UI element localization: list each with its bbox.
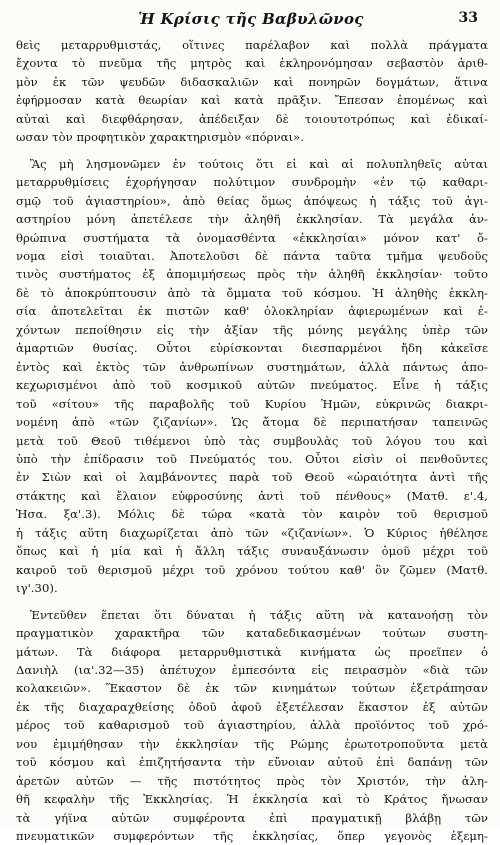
text-line: τὰ γήϊνα αὐτῶν συμφέροντα ἐπὶ πραγματικῇ βλάβῃ τῶν — [16, 810, 488, 825]
text-line: ὑπὸ τὴν ἐπίδρασιν τοῦ Πνεύματός του. Οὗτοι εἰσὶν οἱ πενθοῦντες — [16, 451, 488, 466]
text-line: σία ἀποτελεῖται ἐκ πιστῶν καθ' ὁλοκληρίαν ἀφιερωμένων καὶ ἐ- — [16, 304, 488, 319]
running-title: Ἡ Κρίσις τῆς Βαβυλῶνος — [138, 10, 364, 28]
text-line: μὸν ἐκ τῶν ψευδῶν διδασκαλιῶν καὶ πονηρῶν δογμάτων, ἅτινα — [16, 74, 488, 89]
text-line: αὐταὶ καὶ διεφθάρησαν, ἀπέδειξαν δὲ τοιουτοτρόπως καὶ ἐδικαί- — [16, 111, 488, 126]
text-line: δὲ τὸ ἀποκρύπτουσιν ἀπὸ τὰ ὄμματα τοῦ κόσμου. Ἡ ἀληθὴς ἐκκλη- — [16, 285, 488, 300]
text-line: νου ἐμιμήθησαν τὴν ἐκκλησίαν τῆς Ρώμης ἐρωτοτροποῦντα μετὰ — [16, 736, 488, 751]
text-line: μέρος τοῦ καθαρισμοῦ τοῦ ἁγιαστηρίου, ἀλλὰ προϊόντος τοῦ χρό- — [16, 718, 488, 733]
page-number: 33 — [458, 10, 478, 26]
paragraph — [16, 155, 488, 598]
text-line: ἁμαρτιῶν θυσίας. Οὗτοι εὑρίσκονται διεσπαρμένοι ἤδη κἀκεῖσε — [16, 341, 488, 356]
text-line: Ἐντεῦθεν ἕπεται ὅτι δύναται ἡ τάξις αὕτη νὰ κατανοήσῃ τὸν — [30, 607, 488, 622]
text-line: ιγ'.30). — [16, 581, 58, 596]
text-line: θεὶς μεταρρυθμιστάς, οἵτινες παρέλαβον καὶ πολλὰ πράγματα — [16, 38, 488, 52]
text-line: ἀρετῶν αὐτῶν — τῆς πιστότητος πρὸς τὸν Χριστόν, τὴν ἀλη- — [16, 773, 488, 788]
text-line: χόντων πεποίθησιν εἰς τὴν ἀξίαν τῆς μόνης μεγάλης ὑπὲρ τῶν — [16, 322, 488, 337]
text-line: στάκτης καὶ ἔλαιον εὐφροσύνης ἀντὶ τοῦ πένθους» (Ματθ. ε'.4, — [16, 488, 488, 503]
text-line: νομα εἰσὶ τοιαῦται. Ἀποτελοῦσι δὲ πάντα ταῦτα τμῆμα ψευδοῦς — [16, 248, 488, 263]
text-line: ωσαν τὸν προφητικὸν χαρακτηρισμὸν «πόρναι». — [16, 130, 304, 145]
body-text — [16, 36, 488, 845]
text-line: νομένη ἀπὸ «τῶν ζιζανίων». Ὡς ἄτομα δὲ περιπατήσαν ταπεινῶς — [16, 415, 488, 430]
text-line: Ἡσα. ξα'.3). Μόλις δὲ τώρα «κατὰ τὸν καιρὸν τοῦ θερισμοῦ — [16, 507, 488, 522]
text-line: ἔχοντα τὸ πνεῦμα τῆς μητρὸς καὶ ἐκληρονόμησαν σεβαστὸν ἀριθ- — [16, 56, 488, 71]
text-line: πραγματικὸν χαρακτῆρα τῶν καταδεδικασμένων τούτων συστη- — [16, 626, 488, 641]
text-line: ἐν Σιὼν καὶ οἱ λαμβάνοντες παρὰ τοῦ Θεοῦ «ὡραιότητα ἀντὶ τῆς — [16, 470, 488, 485]
page-header — [16, 10, 486, 34]
text-line: κολακειῶν». Ἕκαστον δὲ ἐκ τῶν κινημάτων τούτων ἐξετράπησαν — [16, 681, 488, 696]
text-line: τοῦ «σίτου» τῆς παραβολῆς τοῦ Κυρίου Ἡμῶν, εὐκρινῶς διακρι- — [16, 396, 488, 411]
text-line: πνευματικῶν συμφερόντων τῆς ἐκκλησίας, ὅπερ γεγονὸς ἐξεμη- — [16, 829, 488, 844]
text-line: καιροῦ τοῦ θερισμοῦ μέχρι τοῦ χρόνου τούτου καθ' ὃν ζῶμεν (Ματθ. — [16, 562, 488, 577]
text-line: μετὰ τοῦ Θεοῦ τιθέμενοι ὑπὸ τὰς συμβουλὰς τοῦ λόγου του καὶ — [16, 433, 488, 448]
text-line: κεχωρισμένοι ἀπὸ τοῦ κοσμικοῦ αὐτῶν πνεύματος. Εἶνε ἡ τάξις — [16, 378, 488, 393]
text-line: μεταρρυθμίσεις ἐχορήγησαν πολύτιμον συνδρομὴν «ἐν τῷ καθαρι- — [16, 175, 488, 190]
text-line: τοῦ κόσμου καὶ ἐπιζητήσαντα τὴν εὔνοιαν αὐτοῦ ἐπὶ δαπάνῃ τῶν — [16, 755, 488, 770]
text-line: αστηρίου μόνη ἀπετέλεσε τὴν ἀληθῆ ἐκκλησίαν. Τὰ μεγάλα ἀν- — [16, 212, 488, 227]
text-line: ὅπως καὶ ἡ μία καὶ ἡ ἄλλη τάξις συναυξάνωσιν ὁμοῦ μέχρι τοῦ — [16, 544, 488, 559]
text-line: τινὸς συστήματος ἐξ ἀπομιμήσεως πρὸς τὴν ἀληθῆ ἐκκλησίαν· τοῦτο — [16, 267, 488, 282]
text-line: σμῷ τοῦ ἁγιαστηρίου», ἀπὸ θείας ὅμως ἀπόψεως ἡ τάξις τοῦ ἁγι- — [16, 193, 488, 208]
text-line: μάτων. Τὰ διάφορα μεταρρυθμιστικὰ κινήματα ὡς προεῖπεν ὁ — [16, 644, 488, 659]
text-line: Ἂς μὴ λησμονῶμεν ἐν τούτοις ὅτι εἰ καὶ αἱ πολυπληθεῖς αὐται — [30, 156, 488, 171]
paragraph — [16, 606, 488, 845]
text-line: ἐντὸς καὶ ἐκτὸς τῶν ἀνθρωπίνων συστημάτων, ἀλλὰ πάντως ἀπο- — [16, 359, 488, 374]
text-line: Δανιὴλ (ια'.32—35) ἀπέτυχον ἐμπεσόντα εἰς πειρασμὸν «διὰ τῶν — [16, 662, 488, 677]
text-line: ἡ τάξις αὕτη διαχωρίζεται ἀπὸ τῶν «ζιζανίων». Ὁ Κύριος ἠθέλησε — [16, 525, 488, 540]
paragraph — [16, 36, 488, 147]
text-line: θῆ κεφαλὴν τῆς Ἐκκλησίας. Ἡ ἐκκλησία καὶ τὸ Κράτος ἤνωσαν — [16, 792, 488, 807]
text-line: θρώπινα συστήματα τὰ ὀνομασθέντα «ἐκκλησίαι» μόνον κατ' ὄ- — [16, 230, 488, 245]
text-line: ἐφήρμοσαν κατὰ θεωρίαν καὶ κατὰ πρᾶξιν. Ἔπεσαν ἑπομένως καὶ — [16, 93, 488, 108]
text-line: ἐκ τῆς διαχαραχθείσης ὁδοῦ ἀφοῦ ἐξετέλεσαν ἕκαστον ἐξ αὐτῶν — [16, 699, 488, 714]
